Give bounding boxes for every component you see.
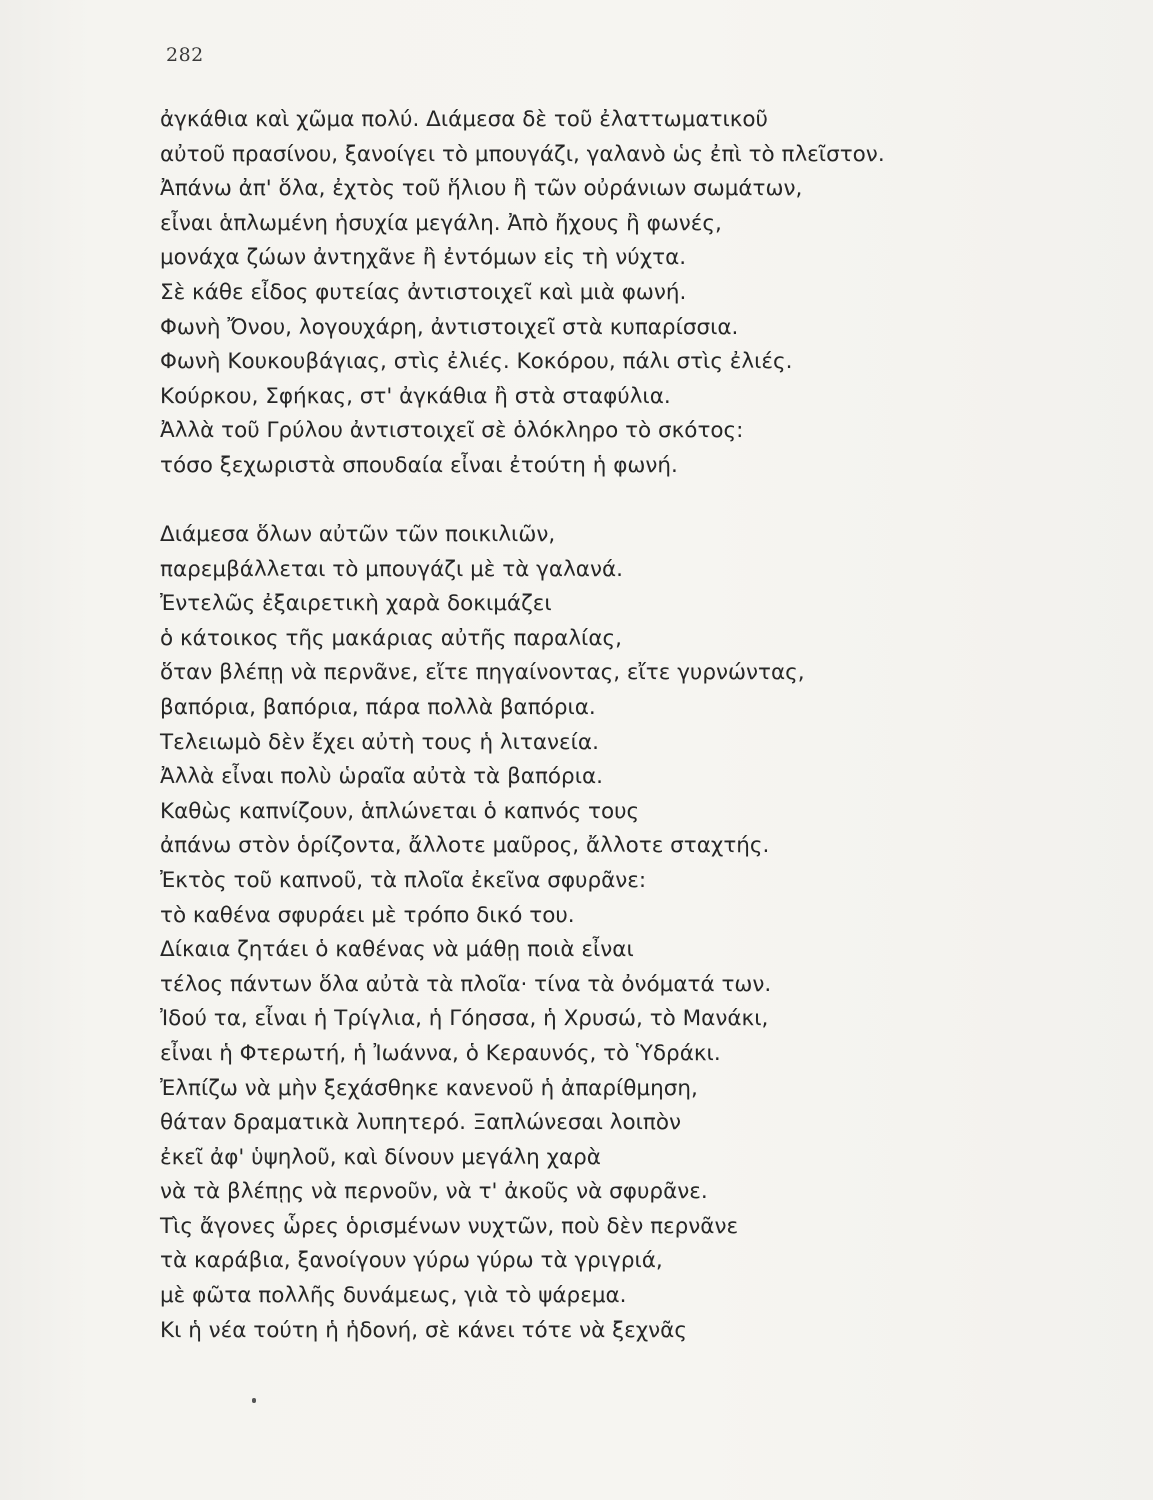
poem-line: ἐκεῖ ἀφ' ὑψηλοῦ, καὶ δίνουν μεγάλη χαρὰ bbox=[160, 1144, 601, 1170]
poem-line: Διάμεσα ὅλων αὐτῶν τῶν ποικιλιῶν, bbox=[160, 522, 556, 547]
poem-line: ἀπάνω στὸν ὁρίζοντα, ἄλλοτε μαῦρος, ἄλλοτε σταχτής. bbox=[160, 833, 770, 859]
poem-line: Κι ἡ νέα τούτη ἡ ἡδονή, σὲ κάνει τότε νὰ ξεχνᾶς bbox=[160, 1317, 687, 1343]
poem-line: τὰ καράβια, ξανοίγουν γύρω γύρω τὰ γριγριά, bbox=[160, 1248, 663, 1274]
poem-line: Καθὼς καπνίζουν, ἁπλώνεται ὁ καπνός τους bbox=[160, 798, 640, 824]
poem-line: βαπόρια, βαπόρια, πάρα πολλὰ βαπόρια. bbox=[160, 694, 596, 720]
poem-line: Ἀλλὰ εἶναι πολὺ ὡραῖα αὐτὰ τὰ βαπόρια. bbox=[160, 764, 603, 790]
poem-line: Κούρκου, Σφήκας, στ' ἀγκάθια ἢ στὰ σταφύλια. bbox=[160, 383, 671, 409]
poem-line: μὲ φῶτα πολλῆς δυνάμεως, γιὰ τὸ ψάρεμα. bbox=[160, 1283, 627, 1309]
ink-speck bbox=[252, 1398, 256, 1403]
poem-line: Σὲ κάθε εἶδος φυτείας ἀντιστοιχεῖ καὶ μιὰ φωνή. bbox=[160, 279, 687, 305]
poem-line: Ἐλπίζω νὰ μὴν ξεχάσθηκε κανενοῦ ἡ ἀπαρίθμηση, bbox=[160, 1075, 698, 1101]
poem-line: θάταν δραματικὰ λυπητερό. Ξαπλώνεσαι λοιπὸν bbox=[160, 1110, 682, 1136]
poem-line: Δίκαια ζητάει ὁ καθένας νὰ μάθῃ ποιὰ εἶναι bbox=[160, 937, 634, 963]
poem-line: τόσο ξεχωριστὰ σπουδαία εἶναι ἐτούτη ἡ φωνή. bbox=[160, 452, 678, 478]
poem-line: Φωνὴ Ὄνου, λογουχάρη, ἀντιστοιχεῖ στὰ κυπαρίσσια. bbox=[160, 314, 739, 340]
poem-stanza-1 bbox=[160, 103, 1060, 484]
poem-line: Ἐντελῶς ἐξαιρετικὴ χαρὰ δοκιμάζει bbox=[160, 591, 552, 617]
poem-line: ἀγκάθια καὶ χῶμα πολύ. Διάμεσα δὲ τοῦ ἐλαττωματικοῦ bbox=[160, 107, 768, 132]
poem-line: εἶναι ἡ Φτερωτή, ἡ Ἰωάννα, ὁ Κεραυνός, τὸ Ὑδράκι. bbox=[160, 1040, 721, 1066]
poem-line: εἶναι ἁπλωμένη ἡσυχία μεγάλη. Ἀπὸ ἤχους ἢ φωνές, bbox=[160, 210, 722, 236]
poem-line: Τελειωμὸ δὲν ἔχει αὐτὴ τους ἡ λιτανεία. bbox=[160, 729, 599, 755]
poem-line: νὰ τὰ βλέπῃς νὰ περνοῦν, νὰ τ' ἀκοῦς νὰ σφυρᾶνε. bbox=[160, 1179, 708, 1205]
poem-stanza-2 bbox=[160, 518, 1060, 1348]
poem-line: Ἰδού τα, εἶναι ἡ Τρίγλια, ἡ Γόησσα, ἡ Χρυσώ, τὸ Μανάκι, bbox=[160, 1006, 769, 1032]
poem-line: Τὶς ἄγονες ὧρες ὁρισμένων νυχτῶν, ποὺ δὲν περνᾶνε bbox=[160, 1213, 739, 1239]
poem-line: τέλος πάντων ὅλα αὐτὰ τὰ πλοῖα· τίνα τὰ ὀνόματά των. bbox=[160, 971, 772, 997]
poem-line: Φωνὴ Κουκουβάγιας, στὶς ἐλιές. Κοκόρου, πάλι στὶς ἐλιές. bbox=[160, 349, 793, 375]
poem-line: τὸ καθένα σφυράει μὲ τρόπο δικό του. bbox=[160, 902, 575, 928]
poem-line: παρεμβάλλεται τὸ μπουγάζι μὲ τὰ γαλανά. bbox=[160, 556, 623, 582]
poem-line: Ἐκτὸς τοῦ καπνοῦ, τὰ πλοῖα ἐκεῖνα σφυρᾶνε: bbox=[160, 867, 647, 893]
poem-line: Ἀπάνω ἀπ' ὅλα, ἐχτὸς τοῦ ἥλιου ἢ τῶν οὐράνιων σωμάτων, bbox=[160, 176, 803, 202]
poem-line: μονάχα ζώων ἀντηχᾶνε ἢ ἐντόμων εἰς τὴ νύχτα. bbox=[160, 245, 687, 271]
page-number: 282 bbox=[166, 44, 204, 66]
poem-line: ὅταν βλέπῃ νὰ περνᾶνε, εἴτε πηγαίνοντας, εἴτε γυρνώντας, bbox=[160, 660, 805, 686]
poem-line: ὁ κάτοικος τῆς μακάριας αὐτῆς παραλίας, bbox=[160, 625, 622, 651]
poem-line: Ἀλλὰ τοῦ Γρύλου ἀντιστοιχεῖ σὲ ὁλόκληρο τὸ σκότος: bbox=[160, 418, 744, 444]
poem-line: αὐτοῦ πρασίνου, ξανοίγει τὸ μπουγάζι, γαλανὸ ὡς ἐπὶ τὸ πλεῖστον. bbox=[160, 141, 885, 167]
